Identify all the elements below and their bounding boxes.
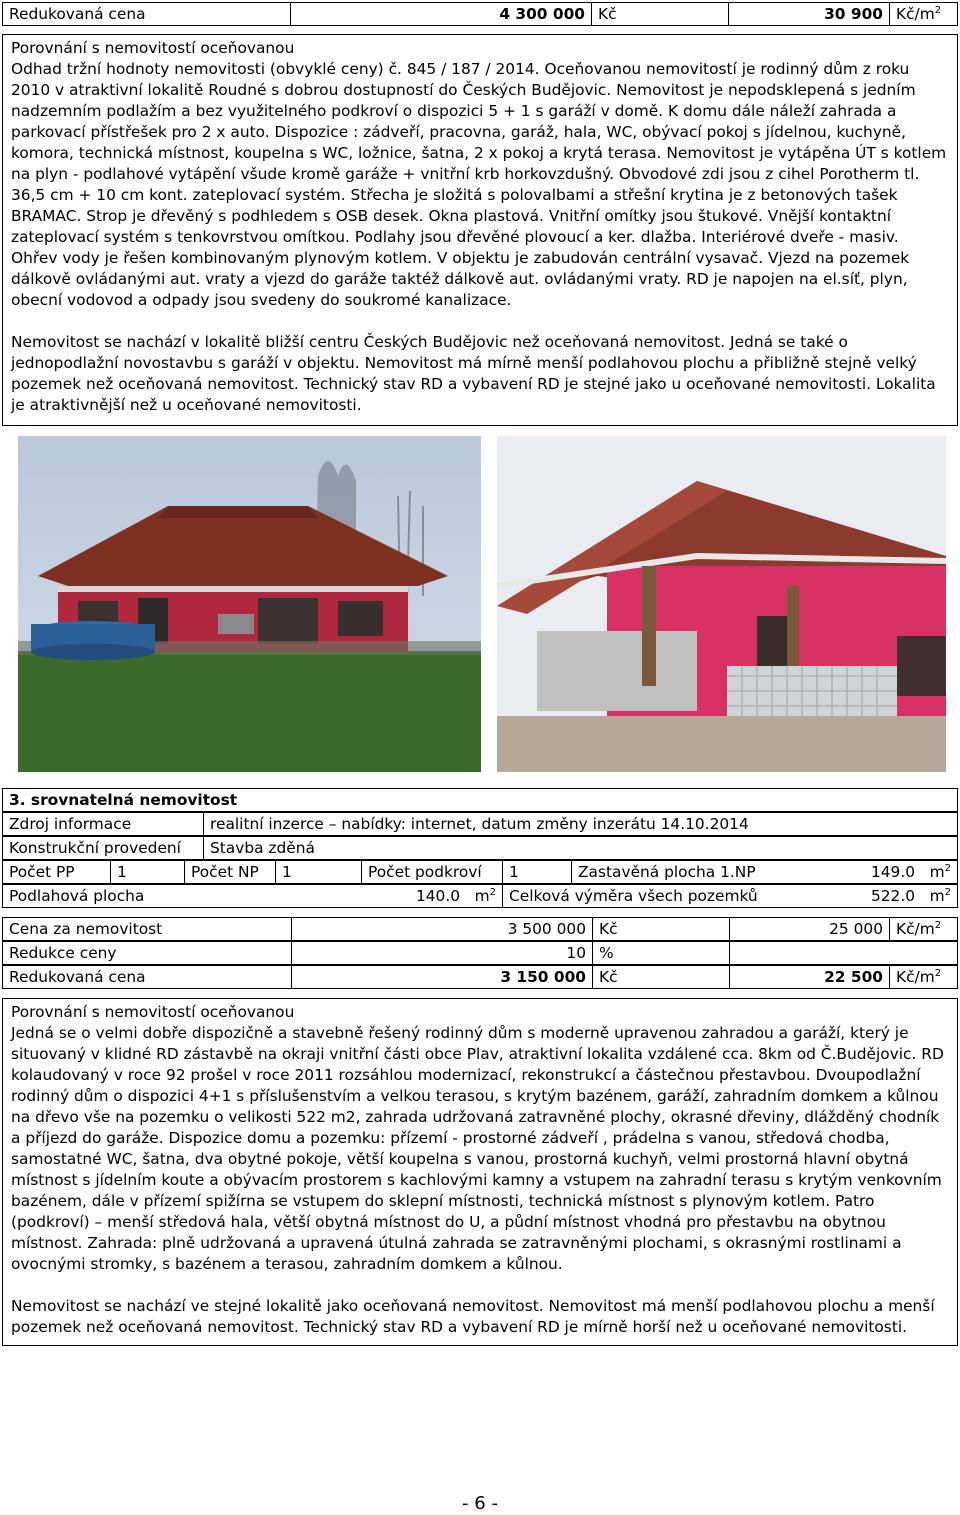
construction-label: Konstrukční provedení <box>2 836 204 860</box>
reduced-label: Redukovaná cena <box>2 965 292 989</box>
reduced-price-label: Redukovaná cena <box>2 2 291 26</box>
land-area-value: 522.0 <box>870 887 915 905</box>
comparison-paragraph: Odhad tržní hodnoty nemovitosti (obvyklé ceny) č. 845 / 187 / 2014. Oceňovanou nemovitostí je rodinný dům z roku 2010 v atraktivní lokalitě Roudné s dobrou dostupností do Českých Budějovic. Nemovitost je nepodsklepená s jedním nadzemním podlažím a bez využitelného podkroví o dispozici 5 + 1 s garáží v domě. K domu dále náleží zahrada a parkovací přístřešek pro 2 x auto. Dispozice : zádveří, pracovna, garáž, hala, WC, obývací pokoj s jídelnou, kuchyně, komora, technická místnost, koupelna s WC, ložnice, šatna, 2 x pokoj a krytá terasa. Nemovitost je vytápěna ÚT s kotlem na plyn - podlahové vytápění všude kromě garáže + vnitřní krb horkovzdušný. Obvodové zdi jsou z cihel Porotherm tl. 36,5 cm + 10 cm kont. zateplovací systém. Střecha je složitá s polovalbami a střešní krytina je z betonových tašek BRAMAC. Strop je dřevěný s podhledem s OSB desek. Okna plastová. Vnitřní omítky jsou štukové. Vnější kontaktní zateplovací systém s tenkovrstvou omítkou. Podlahy jsou dřevěné plovoucí a ker. dlažba. Interiérové dveře - masiv. Ohřev vody je řešen kombinovaným plynovým kotlem. V objektu je zabudován centrální vysavač. Vjezd na pozemek dálkově ovládanými aut. vraty a vjezd do garáže taktéž dálkově aut. ovládanými vraty. RD je napojen na el.síť, plyn, obecní vodovod a odpady jsou svedeny do soukromé kanalizace. <box>11 60 947 309</box>
price-currency: Kč <box>592 917 730 941</box>
floor-area-label: Podlahová plocha 140.0 $m^2$ <box>2 884 503 908</box>
house-garden-photo <box>18 436 481 772</box>
attic-count-value: 1 <box>502 860 572 884</box>
reduced-value: 3 150 000 <box>291 965 593 989</box>
comparison-paragraph: Nemovitost se nachází ve stejné lokalitě jako oceňovaná nemovitost. Nemovitost má menší podlahovou plochu a menší pozemek než oceňovaná nemovitost. Technický stav RD a vybavení RD je mírně horší než u oceňované nemovitosti. <box>11 1297 935 1336</box>
comparison-paragraph: Jedná se o velmi dobře dispozičně a stavebně řešený rodinný dům s moderně upravenou zahradou a garáží, který je situovaný v klidné RD zástavbě na okraji vnitřní části obce Plav, atraktivní lokalita vzdálené cca. 8km od Č.Budějovic. RD kolaudovaný v roce 92 prošel v roce 2011 rozsáhlou modernizací, rekonstrukcí a částečnou přestavbou. Dvoupodlažní rodinný dům o dispozici 4+1 s příslušenstvím a velkou terasou, s krytým bazénem, garáží, zahradním domkem a kůlnou na dřevo vše na pozemku o velikosti 522 m2, zahrada udržovaná zatravněné plochy, okrasné dřeviny, dlážděný chodník a příjezd do garáže. Dispozice domu a pozemku: přízemí - prostorné zádveří , prádelna s vanou, středová chodba, samostatné WC, šatna, dva obytné pokoje, větší koupelna s vanou, prostorná kuchyň, velmi prostorná hlavní obytná místnost s jídelním koute a obývacím prostorem s kachlovými kamny a vstupem na zahradní terasu s krytým venkovním bazénem, dále v přízemí spižírna se vstupem do sklepní místnosti, technická místnost s plynovým kotlem. Patro (podkroví) – menší středová hala, větší obytná místnost do U, a půdní místnost vhodná pro přestavbu na obytnou místnost. Zahrada: plně udržovaná a upravená útulná zahrada se zatravněnými plochami, s okrasnými rostlinami a ovocnými stromky, s bazénem a terasou, zahradním domkem a kůlnou. <box>11 1024 944 1273</box>
source-label: Zdroj informace <box>2 812 204 836</box>
land-area-label: Celková výměra všech pozemků 522.0 $m^2$ <box>502 884 958 908</box>
comparison-box-3 <box>2 998 958 1346</box>
comparison-box-1 <box>2 34 958 426</box>
pp-count-value: 1 <box>110 860 185 884</box>
built-area-label: Zastavěná plocha 1.NP 149.0 $m^2$ <box>571 860 958 884</box>
comparison-paragraph: Nemovitost se nachází v lokalitě bližší centru Českých Budějovic než oceňovaná nemovitost. Jedná se také o jednopodlažní novostavbu s garáží v objektu. Nemovitost má mírně menší podlahovou plochu a přibližně stejně velký pozemek než oceňovaná nemovitost. Technický stav RD a vybavení RD je stejné jako u oceňované nemovitosti. Lokalita je atraktivnější než u oceňované nemovitosti. <box>11 333 936 414</box>
attic-count-label: Počet podkroví <box>361 860 503 884</box>
comparison-heading: Porovnání s nemovitostí oceňovanou <box>11 1003 295 1021</box>
page-number: - 6 - <box>462 1493 498 1514</box>
reduced-unit: $Kč/m^2$ <box>889 965 958 989</box>
built-area-unit: $m^2$ <box>929 863 951 881</box>
reduced-unit-price-unit: $Kč/m^2$ <box>889 2 958 26</box>
price-label: Cena za nemovitost <box>2 917 292 941</box>
land-area-unit: $m^2$ <box>929 887 951 905</box>
house-carport-photo <box>497 436 946 772</box>
np-count-label: Počet NP <box>184 860 276 884</box>
reduced-unit-value: 22 500 <box>729 965 890 989</box>
comparison-heading: Porovnání s nemovitostí oceňovanou <box>11 39 295 57</box>
property-3-title: 3. srovnatelná nemovitost <box>2 788 958 812</box>
built-area-value: 149.0 <box>870 863 915 881</box>
price-unit-value: 25 000 <box>729 917 890 941</box>
reduced-price-currency: Kč <box>591 2 729 26</box>
np-count-value: 1 <box>275 860 362 884</box>
reduction-value: 10 <box>291 941 593 965</box>
reduction-label: Redukce ceny <box>2 941 292 965</box>
reduced-currency: Kč <box>592 965 730 989</box>
floor-area-value: 140.0 <box>415 887 460 905</box>
construction-value: Stavba zděná <box>203 836 958 860</box>
pp-count-label: Počet PP <box>2 860 111 884</box>
reduced-unit-price-value: 30 900 <box>728 2 890 26</box>
source-value: realitní inzerce – nabídky: internet, datum změny inzerátu 14.10.2014 <box>203 812 958 836</box>
price-value: 3 500 000 <box>291 917 593 941</box>
floor-area-unit: $m^2$ <box>474 887 496 905</box>
price-unit: $Kč/m^2$ <box>889 917 958 941</box>
reduction-empty <box>729 941 958 965</box>
reduced-price-value: 4 300 000 <box>290 2 592 26</box>
reduction-unit: % <box>592 941 730 965</box>
